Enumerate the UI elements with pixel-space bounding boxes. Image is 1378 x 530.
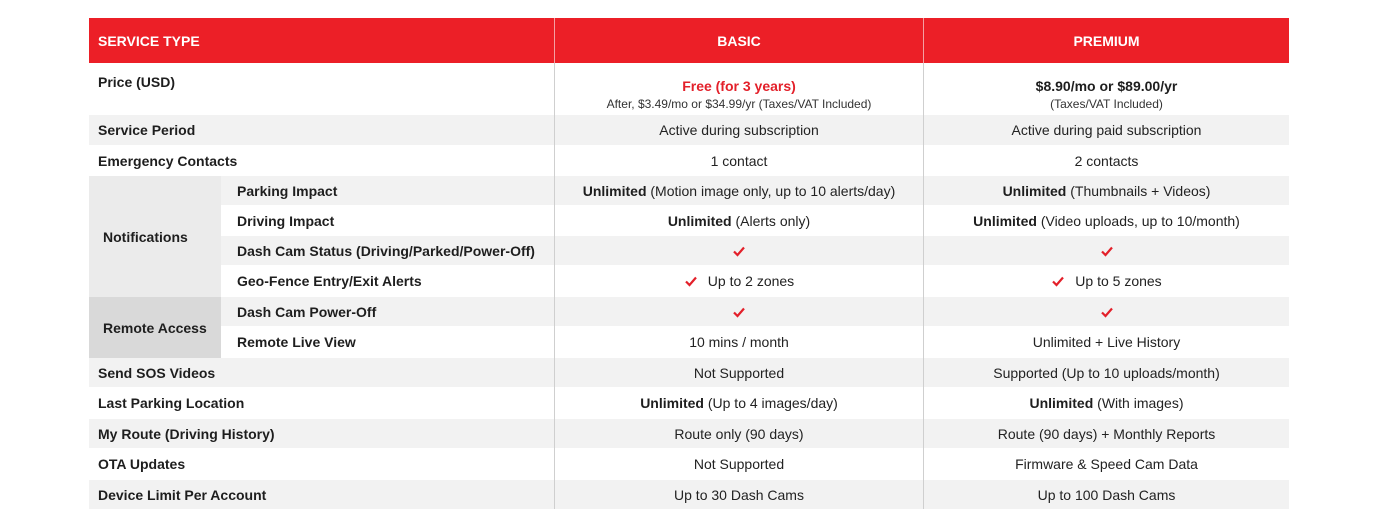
- premium-cell: Up to 100 Dash Cams: [923, 480, 1289, 509]
- check-icon: [684, 274, 698, 288]
- row-ota-updates: [89, 448, 1289, 480]
- basic-rest: (Alerts only): [731, 212, 811, 229]
- premium-cell: 2 contacts: [923, 145, 1289, 176]
- premium-cell: [923, 387, 1289, 419]
- premium-cell: [923, 236, 1289, 265]
- row-label: Emergency Contacts: [98, 152, 238, 169]
- table-header: [89, 18, 1289, 63]
- check-icon: [1100, 244, 1114, 258]
- basic-cell: 10 mins / month: [554, 326, 923, 358]
- premium-price-main: $8.90/mo or $89.00/yr: [1035, 78, 1178, 94]
- check-icon: [732, 244, 746, 258]
- basic-price-sub: After, $3.49/mo or $34.99/yr (Taxes/VAT Included): [606, 97, 872, 111]
- premium-rest: (Video uploads, up to 10/month): [1036, 212, 1240, 229]
- basic-price-cell: [554, 63, 923, 115]
- row-dash-cam-power-off: [221, 297, 1289, 326]
- premium-cell: Unlimited + Live History: [923, 326, 1289, 358]
- basic-cell: Active during subscription: [554, 115, 923, 145]
- row-label: Geo-Fence Entry/Exit Alerts: [237, 273, 422, 289]
- row-label: Device Limit Per Account: [98, 486, 267, 503]
- basic-cell: Not Supported: [554, 358, 923, 387]
- row-my-route: [89, 419, 1289, 448]
- basic-cell: [554, 297, 923, 326]
- premium-price-sub: (Taxes/VAT Included): [1050, 97, 1163, 111]
- premium-cell: [923, 265, 1289, 297]
- row-geo-fence: [221, 265, 1289, 297]
- comparison-table: [89, 18, 1289, 509]
- check-icon: [732, 305, 746, 319]
- row-driving-impact: [221, 205, 1289, 236]
- basic-bold: Unlimited: [640, 395, 704, 411]
- premium-rest: (With images): [1093, 395, 1184, 411]
- basic-cell: [554, 265, 923, 297]
- row-service-period: [89, 115, 1289, 145]
- premium-bold: Unlimited: [973, 212, 1037, 229]
- basic-cell: [554, 205, 923, 236]
- premium-cell: Supported (Up to 10 uploads/month): [923, 358, 1289, 387]
- basic-cell: Up to 30 Dash Cams: [554, 480, 923, 509]
- row-label: My Route (Driving History): [98, 425, 275, 442]
- premium-rest: (Thumbnails + Videos): [1066, 182, 1211, 199]
- basic-cell: [554, 387, 923, 419]
- header-service-type: SERVICE TYPE: [98, 32, 200, 49]
- group-label-notifications: Notifications: [89, 176, 221, 297]
- premium-cell: [923, 297, 1289, 326]
- group-label-remote-access: Remote Access: [89, 297, 221, 358]
- row-last-parking: [89, 387, 1289, 419]
- row-label: Send SOS Videos: [98, 364, 216, 381]
- basic-rest: (Motion image only, up to 10 alerts/day): [646, 182, 896, 199]
- notifications-group: [89, 176, 1289, 297]
- check-icon: [1100, 305, 1114, 319]
- basic-cell: Not Supported: [554, 448, 923, 480]
- row-send-sos: [89, 358, 1289, 387]
- basic-cell: Route only (90 days): [554, 419, 923, 448]
- row-label: Last Parking Location: [98, 395, 245, 411]
- row-label: Dash Cam Power-Off: [237, 303, 377, 320]
- row-label: Remote Live View: [237, 334, 356, 350]
- row-label: OTA Updates: [98, 456, 186, 472]
- premium-cell: Firmware & Speed Cam Data: [923, 448, 1289, 480]
- header-premium: PREMIUM: [923, 18, 1289, 63]
- basic-cell: [554, 176, 923, 205]
- premium-price-cell: [923, 63, 1289, 115]
- row-label: Driving Impact: [237, 212, 335, 229]
- basic-bold: Unlimited: [582, 182, 647, 199]
- remote-access-group: [89, 297, 1289, 358]
- header-basic: BASIC: [554, 18, 923, 63]
- premium-bold: Unlimited: [1029, 395, 1094, 411]
- basic-cell: 1 contact: [554, 145, 923, 176]
- premium-cell: Active during paid subscription: [923, 115, 1289, 145]
- row-label: Dash Cam Status (Driving/Parked/Power-Off): [237, 242, 535, 259]
- premium-cell: [923, 205, 1289, 236]
- premium-bold: Unlimited: [1002, 182, 1067, 199]
- row-label: Parking Impact: [237, 182, 338, 199]
- premium-cell: Route (90 days) + Monthly Reports: [923, 419, 1289, 448]
- row-emergency-contacts: [89, 145, 1289, 176]
- row-parking-impact: [221, 176, 1289, 205]
- check-icon: [1051, 274, 1065, 288]
- basic-price-main: Free (for 3 years): [682, 78, 796, 94]
- row-label: Price (USD): [98, 74, 176, 90]
- row-label: Service Period: [98, 122, 196, 138]
- basic-cell: [554, 236, 923, 265]
- row-dash-cam-status: [221, 236, 1289, 265]
- row-device-limit: [89, 480, 1289, 509]
- basic-text: Up to 2 zones: [707, 273, 795, 289]
- premium-cell: [923, 176, 1289, 205]
- basic-rest: (Up to 4 images/day): [703, 395, 838, 411]
- row-price: [89, 63, 1289, 115]
- row-remote-live-view: [221, 326, 1289, 358]
- basic-bold: Unlimited: [667, 212, 732, 229]
- premium-text: Up to 5 zones: [1075, 273, 1162, 289]
